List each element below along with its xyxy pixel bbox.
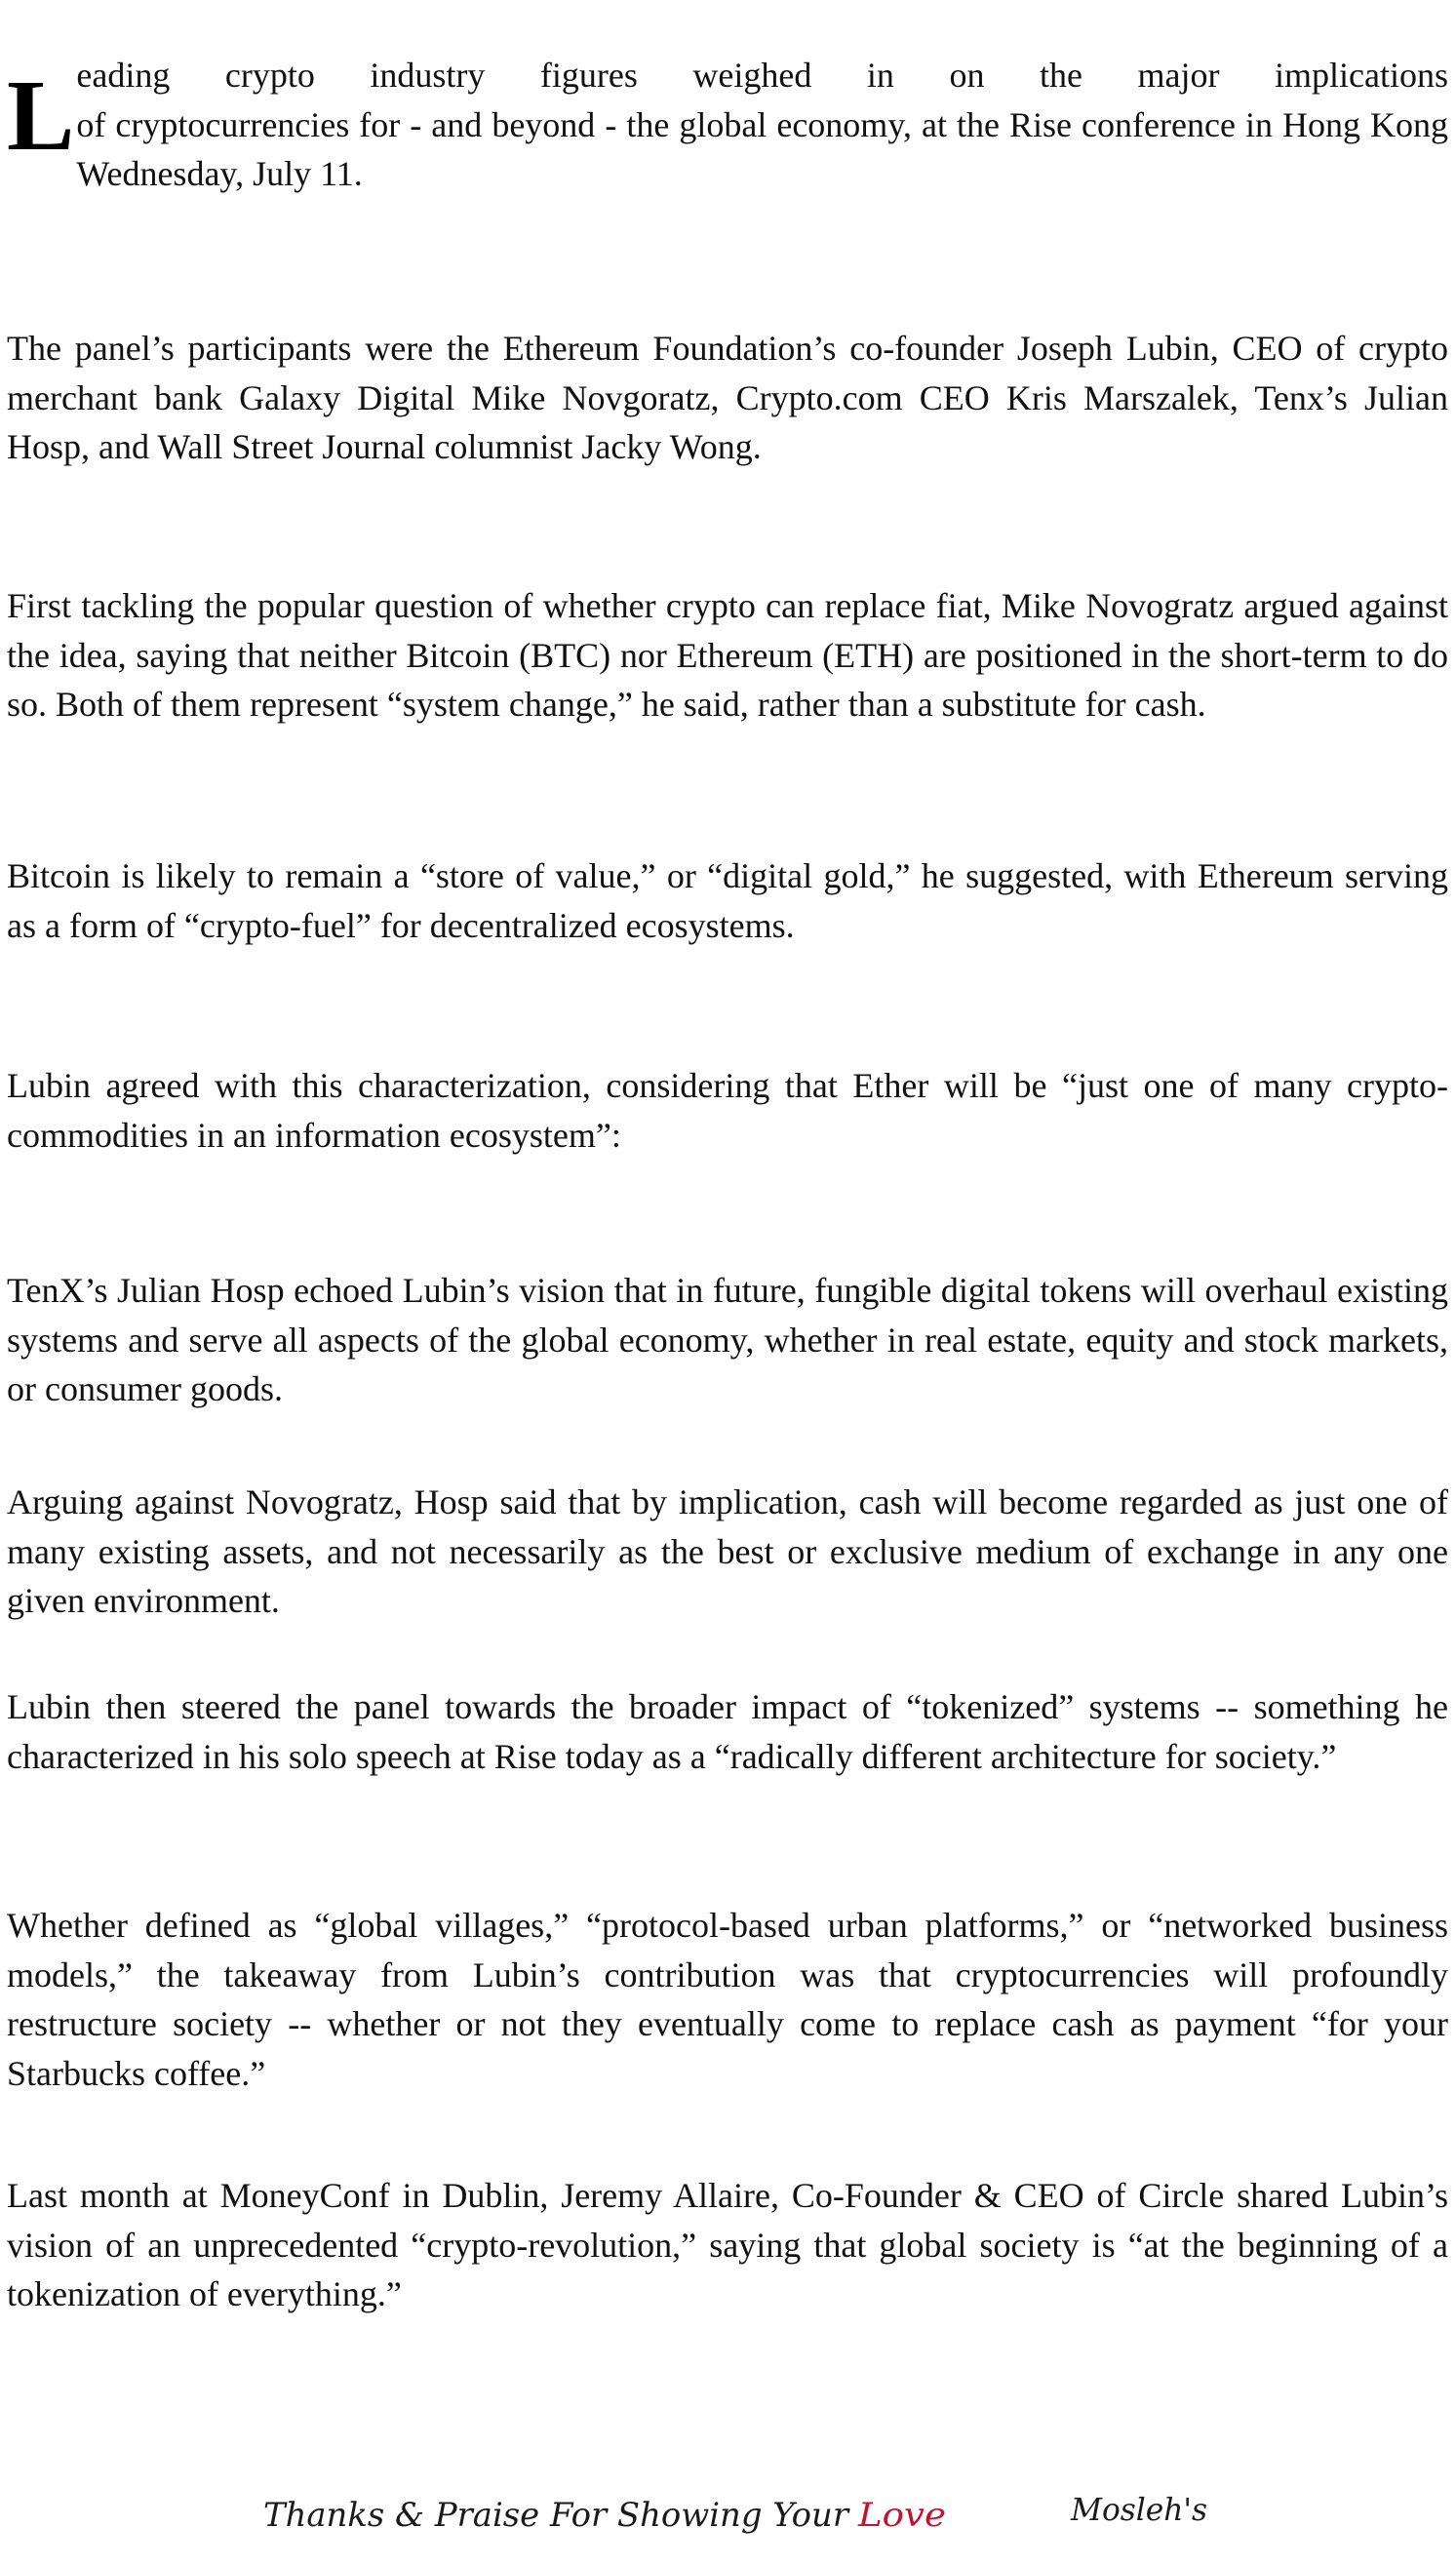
paragraph-lubin-agreed: Lubin agreed with this characterization, considering that Ether will be “just one of many crypto-commodities in an information ecosystem”: <box>7 1066 1448 1155</box>
paragraph-arguing-against: Arguing against Novogratz, Hosp said that by implication, cash will become regarded as just one of many existing assets, and not necessarily as the best or exclusive medium of exchange in any one given environment. <box>7 1482 1448 1620</box>
paragraph-intro-first-line <box>7 51 1448 100</box>
drop-cap: L <box>7 59 75 172</box>
paragraph-moneyconf: Last month at MoneyConf in Dublin, Jeremy Allaire, Co-Founder & CEO of Circle shared Lubin’s vision of an unprecedented “crypto-revolution,” saying that global society is “at the beginning of a tokenization of everything.” <box>7 2176 1448 2313</box>
footer-signature <box>0 2477 1456 2546</box>
signature-thanks-text: Thanks & Praise For Showing Your <box>263 2496 850 2535</box>
signature-image <box>254 2477 1229 2546</box>
paragraph-intro <box>7 51 1448 199</box>
paragraph-intro-text: of cryptocurrencies for - and beyond - the global economy, at the Rise conference in Hong Kong Wednesday, July 11. <box>76 104 1448 193</box>
paragraph-panel-participants: The panel’s participants were the Ethereum Foundation’s co-founder Joseph Lubin, CEO of crypto merchant bank Galaxy Digital Mike Novgoratz, Crypto.com CEO Kris Marszalek, Tenx’s Julian Hosp, and Wall Street Journal columnist Jacky Wong. <box>7 329 1448 466</box>
author-mark: Mosleh's <box>1070 2491 1207 2528</box>
paragraph-global-villages: Whether defined as “global villages,” “protocol-based urban platforms,” or “networked business models,” the takeaway from Lubin’s contribution was that cryptocurrencies will profoundly restructure society -- whether or not they eventually come to replace cash as payment “for your Starbucks coffee.” <box>7 1906 1448 2093</box>
paragraph-store-of-value: Bitcoin is likely to remain a “store of value,” or “digital gold,” he suggested, with Ethereum serving as a form of “crypto-fuel” for decentralized ecosystems. <box>7 856 1448 945</box>
paragraph-crypto-replace-fiat: First tackling the popular question of whether crypto can replace fiat, Mike Novogratz argued against the idea, saying that neither Bitcoin (BTC) nor Ethereum (ETH) are positioned in the short-term to do so. Both of them represent “system change,” he said, rather than a substitute for cash. <box>7 586 1448 724</box>
paragraph-hosp-vision: TenX’s Julian Hosp echoed Lubin’s vision that in future, fungible digital tokens will overhaul existing systems and serve all aspects of the global economy, whether in real estate, equity and stock markets, or consumer goods. <box>7 1271 1448 1408</box>
signature-love-text: Love <box>856 2496 946 2535</box>
paragraph-tokenized-systems: Lubin then steered the panel towards the broader impact of “tokenized” systems -- something he characterized in his solo speech at Rise today as a “radically different architecture for society.” <box>7 1687 1448 1776</box>
paragraph-intro-first-line-text: eading crypto industry figures weighed in on the major implications <box>76 56 1448 95</box>
